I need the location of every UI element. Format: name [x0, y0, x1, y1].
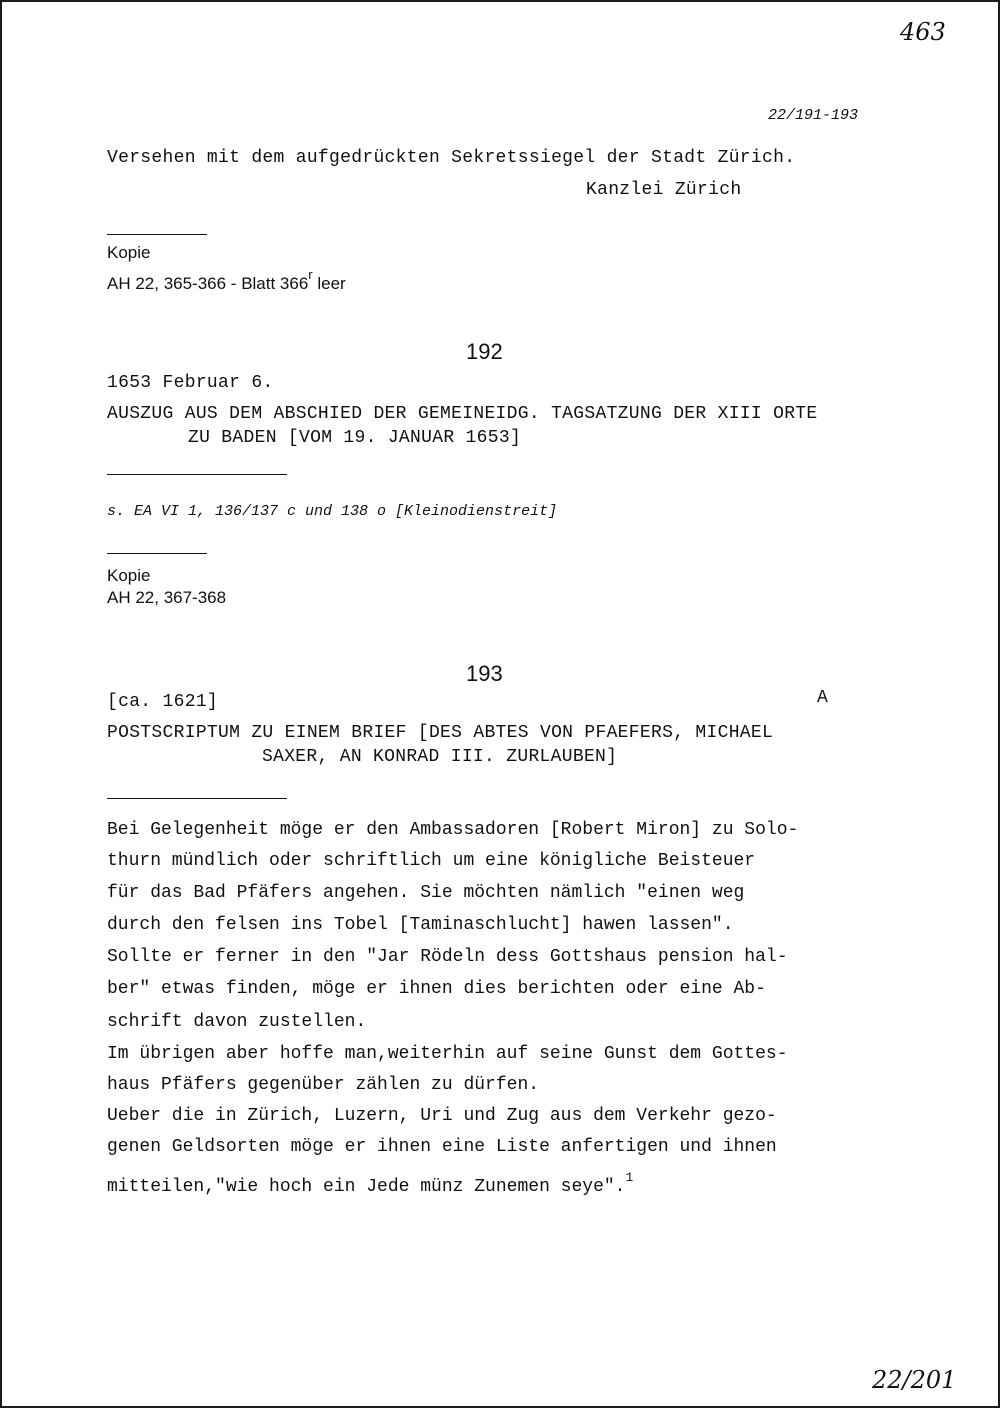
version-marker: A	[817, 688, 829, 708]
separator-rule	[107, 234, 207, 235]
closing-line: Versehen mit dem aufgedrückten Sekretssiegel der Stadt Zürich.	[107, 148, 796, 168]
separator-rule	[107, 474, 287, 475]
body-line: genen Geldsorten möge er ihnen eine Liste anfertigen und ihnen	[107, 1137, 777, 1157]
body-line: schrift davon zustellen.	[107, 1012, 367, 1032]
body-line: Bei Gelegenheit möge er den Ambassadoren [Robert Miron] zu Solo-	[107, 820, 799, 840]
body-line: Ueber die in Zürich, Luzern, Uri und Zug aus dem Verkehr gezo-	[107, 1106, 777, 1126]
document-number: 193	[466, 661, 503, 686]
document-title-line2: SAXER, AN KONRAD III. ZURLAUBEN]	[262, 747, 618, 767]
body-line-final: mitteilen,"wie hoch ein Jede münz Zunemen seye".$^1$	[107, 1170, 634, 1197]
body-line: für das Bad Pfäfers angehen. Sie möchten nämlich "einen weg	[107, 883, 745, 903]
document-number: 192	[466, 339, 503, 364]
document-title-line2: ZU BADEN [VOM 19. JANUAR 1653]	[188, 428, 522, 448]
body-line: durch den felsen ins Tobel [Taminaschlucht] hawen lassen".	[107, 915, 734, 935]
source-label: Kopie	[107, 566, 151, 585]
chancery-signature: Kanzlei Zürich	[586, 180, 742, 200]
header-reference: 22/191-193	[768, 107, 859, 124]
body-line: ber" etwas finden, möge er ihnen dies berichten oder eine Ab-	[107, 979, 766, 999]
document-date: [ca. 1621]	[107, 692, 219, 712]
document-date: 1653 Februar 6.	[107, 373, 274, 393]
handwritten-archive-number: 22/201	[872, 1366, 957, 1394]
source-reference: AH 22, 367-368	[107, 588, 227, 607]
body-line: Sollte er ferner in den "Jar Rödeln dess Gottshaus pension hal-	[107, 947, 788, 967]
body-line: thurn mündlich oder schriftlich um eine königliche Beisteuer	[107, 851, 756, 871]
source-label: Kopie	[107, 243, 151, 262]
body-line: Im übrigen aber hoffe man,weiterhin auf seine Gunst dem Gottes-	[107, 1044, 788, 1064]
edition-reference: s. EA VI 1, 136/137 c und 138 o [Kleinodienstreit]	[107, 503, 558, 520]
document-title-line1: POSTSCRIPTUM ZU EINEM BRIEF [DES ABTES VON PFAEFERS, MICHAEL	[107, 723, 774, 743]
source-reference: AH 22, 365-366 - Blatt 366$^r$ leer	[107, 267, 346, 293]
separator-rule	[107, 798, 287, 799]
body-line: haus Pfäfers gegenüber zählen zu dürfen.	[107, 1075, 540, 1095]
document-title-line1: AUSZUG AUS DEM ABSCHIED DER GEMEINEIDG. TAGSATZUNG DER XIII ORTE	[107, 404, 818, 424]
separator-rule	[107, 553, 207, 554]
handwritten-page-number: 463	[900, 18, 946, 46]
footnote-mark: 1	[625, 1170, 634, 1185]
